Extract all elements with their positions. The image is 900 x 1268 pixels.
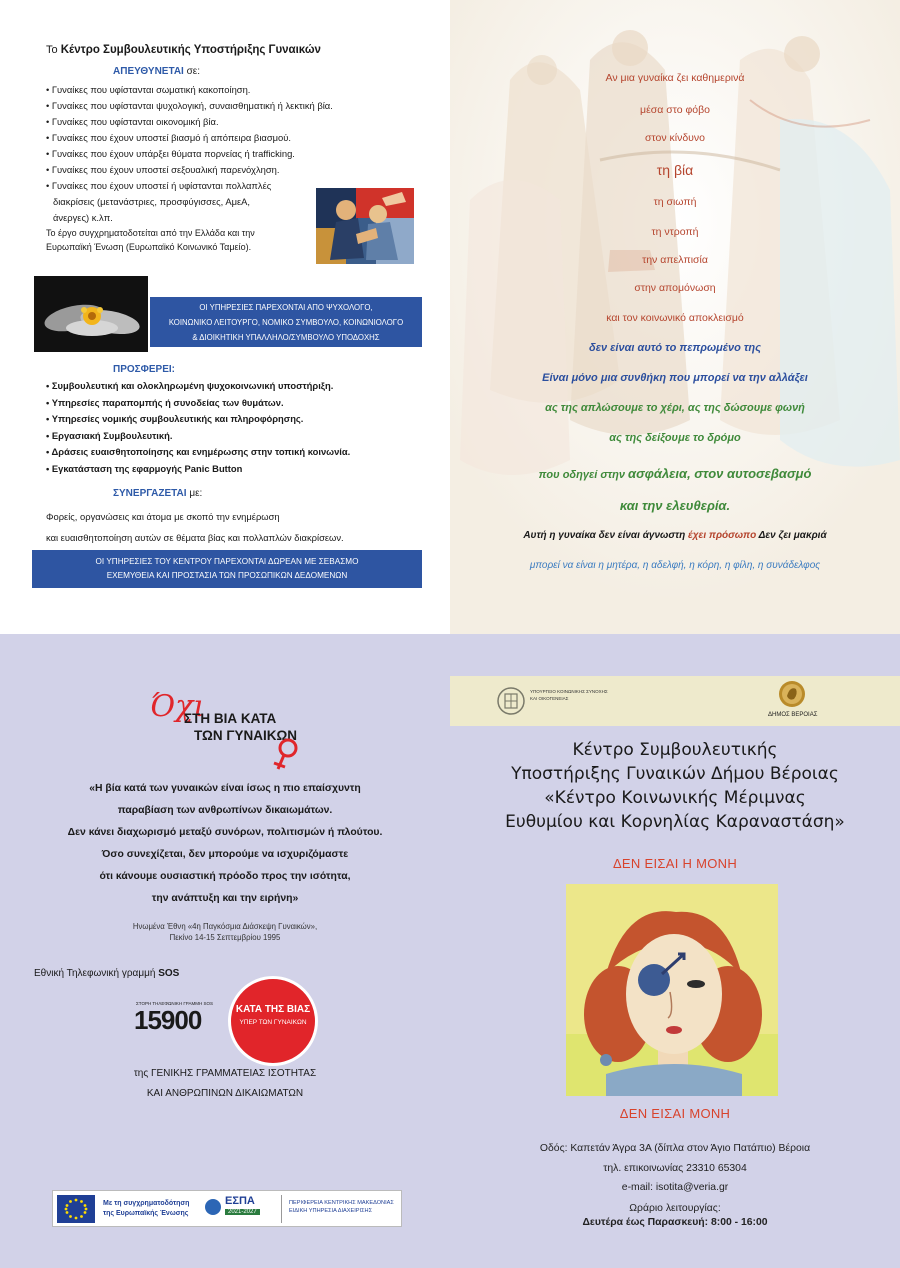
cofund-note: Το έργο συγχρηματοδοτείται από την Ελλάδα και την Ευρωπαϊκή Ένωση (Ευρωπαϊκό Κοινωνικό Ταμείο).	[46, 228, 255, 252]
poem-line: τη σιωπή	[653, 196, 697, 208]
collab-text: Φορείς, οργανώσεις και άτομα με σκοπό την ενημέρωση και ευαισθητοποίηση αυτών σε θέματα βίας και πολλαπλών διακρίσεων.	[46, 511, 344, 543]
funding-logos-strip: Με τη συγχρηματοδότηση της Ευρωπαϊκής Ένωσης ΕΣΠΑ 2021-2027 ΠΕΡΙΦΕΡΕΙΑ ΚΕΝΤΡΙΚΗΣ ΜΑΚΕΔΟΝΙΑΣ ΕΙΔΙΚΗ ΥΠΗΡΕΣΙΑ ΔΙΑΧΕΙΡΙΣΗΣ	[52, 1190, 402, 1227]
poem-line: ας της δείξουμε το δρόμο	[609, 432, 741, 444]
list-item: • Εγκατάσταση της εφαρμογής Panic Button	[46, 462, 243, 474]
list-item: • Γυναίκες που υφίστανται οικονομική βία.	[46, 116, 219, 127]
poem-line: τη ντροπή	[651, 226, 699, 238]
list-item: • Γυναίκες που υφίστανται ψυχολογική, συναισθηματική ή λεκτική βία.	[46, 100, 333, 111]
hands-flower-photo	[34, 276, 148, 352]
abstract-figures-image	[316, 188, 414, 264]
contact-info	[470, 1139, 880, 1230]
services-staff-box: ΟΙ ΥΠΗΡΕΣΙΕΣ ΠΑΡΕΧΟΝΤΑΙ ΑΠΟ ΨΥΧΟΛΟΓΟ, ΚΟΙΝΩΝΙΚΟ ΛΕΙΤΟΥΡΓΟ, ΝΟΜΙΚΟ ΣΥΜΒΟΥΛΟ, ΚΟΙΝΩΝΙΟΛΟΓΟ & ΔΙΟΙΚΗΤΙΚΗ ΥΠΑΛΛΗΛΟ/ΣΥΜΒΟΥΛΟ ΥΠΟΔΟΧΗΣ	[150, 297, 422, 347]
poem-line: μπορεί να είναι η μητέρα, η αδελφή, η κόρη, η φίλη, η συνάδελφος	[529, 560, 821, 571]
poem-line: ας της απλώσουμε το χέρι, ας της δώσουμε φωνή	[545, 402, 805, 414]
veria-coin-icon	[778, 680, 806, 708]
list-item: • Υπηρεσίες παραπομπής ή συνοδείας των θυμάτων.	[46, 396, 284, 408]
poem-line: τη βία	[656, 162, 694, 178]
list-item: άνεργες) κ.λπ.	[53, 212, 113, 223]
offers-heading: ΠΡΟΣΦΕΡΕΙ:	[113, 364, 175, 375]
ministry-band: ΥΠΟΥΡΓΕΙΟ ΚΟΙΝΩΝΙΚΗΣ ΣΥΝΟΧΗΣ ΚΑΙ ΟΙΚΟΓΕΝΕΙΑΣ ΔΗΜΟΣ ΒΕΡΟΙΑΣ	[450, 676, 900, 726]
un-quote: «Η βία κατά των γυναικών είναι ίσως η πιο επαίσχυντη παραβίαση των ανθρωπίνων δικαιωμάτων. Δεν κάνει διαχωρισμό μεταξύ συνόρων, πολιτισμών ή πλούτου. Όσο συνεχίζεται, δεν μπορούμε να ισχυριζόμαστε ότι κάνουμε ουσιαστική πρόοδο προς την ισότητα, την ανάπτυξη και την ειρήνη»	[67, 783, 383, 904]
poem-line: Αν μια γυναίκα ζει καθημερινά	[605, 72, 745, 84]
list-item: • Συμβουλευτική και ολοκληρωμένη ψυχοκοινωνική υποστήριξη.	[46, 380, 334, 391]
poem-line: Είναι μόνο μια συνθήκη που μπορεί να την αλλάξει	[542, 372, 808, 384]
list-item: • Γυναίκες που έχουν υποστεί ή υφίστανται πολλαπλές	[46, 180, 272, 191]
woman-portrait-illustration	[566, 884, 778, 1096]
tagline-top: ΔΕΝ ΕΙΣΑΙ Η ΜΟΝΗ	[612, 856, 738, 871]
general-secretariat: της ΓΕΝΙΚΗΣ ΓΡΑΜΜΑΤΕΙΑΣ ΙΣΟΤΗΤΑΣ ΚΑΙ ΑΝΘΡΩΠΙΝΩΝ ΔΙΚΑΙΩΜΑΤΩΝ	[133, 1068, 317, 1099]
list-item: • Γυναίκες που έχουν υποστεί σεξουαλική παρενόχληση.	[46, 164, 280, 175]
oxi-campaign-logo: Όχι ΣΤΗ ΒΙΑ ΚΑΤΑ ΤΩΝ ΓΥΝΑΙΚΩΝ	[150, 692, 310, 772]
poem-line: την απελπισία	[642, 254, 708, 266]
opening-hours: Δευτέρα έως Παρασκευή: 8:00 - 16:00	[582, 1216, 768, 1228]
list-item: • Γυναίκες που υφίστανται σωματική κακοποίηση.	[46, 84, 251, 95]
centre-heading: Το Κέντρο Συμβουλευτικής Υποστήριξης Γυναικών	[46, 44, 321, 56]
female-symbol-icon	[270, 736, 306, 772]
quote-source: Ηνωμένα Έθνη «4η Παγκόσμια Διάσκεψη Γυναικών», Πεκίνο 14-15 Σεπτεμβρίου 1995	[132, 922, 318, 942]
poem-line: που οδηγεί στην ασφάλεια, στον αυτοσεβασμό	[538, 466, 812, 481]
poem-panel	[450, 0, 900, 634]
tagline-bottom: ΔΕΝ ΕΙΣΑΙ ΜΟΝΗ	[619, 1106, 731, 1121]
greek-emblem-icon	[496, 686, 526, 716]
poem-line: στον κίνδυνο	[645, 132, 705, 144]
hours-label: Ωράριο λειτουργίας:	[629, 1202, 721, 1214]
email: e-mail: isotita@veria.gr	[621, 1182, 729, 1193]
poem-line: δεν είναι αυτό το πεπρωμένο της	[588, 342, 761, 354]
poem-line: μέσα στο φόβο	[640, 104, 710, 116]
list-item: • Εργασιακή Συμβουλευτική.	[46, 429, 173, 441]
addressed-list	[46, 82, 333, 226]
campaign-panel	[0, 634, 450, 1268]
poem-line: Αυτή η γυναίκα δεν είναι άγνωστη έχει πρόσωπο Δεν ζει μακριά	[523, 530, 827, 541]
address: Οδός: Καπετάν Άγρα 3Α (δίπλα στον Άγιο Πατάπιο) Βέροια	[539, 1143, 811, 1154]
cover-panel	[450, 634, 900, 1268]
poem-line: και την ελευθερία.	[619, 498, 731, 513]
list-item: • Γυναίκες που έχουν υποστεί βιασμό ή απόπειρα βιασμού.	[46, 132, 291, 143]
poem-line: και τον κοινωνικό αποκλεισμό	[606, 312, 744, 324]
centre-title: Κέντρο Συμβουλευτικής Υποστήριξης Γυναικών Δήμου Βέροιας «Κέντρο Κοινωνικής Μέριμνας Ευθυμίου και Κορνηλίας Καραναστάση»	[505, 740, 845, 832]
list-item: διακρίσεις (μετανάστριες, προσφύγισσες, ΑμεΑ,	[53, 196, 251, 207]
offers-list	[46, 378, 350, 477]
eu-flag-icon	[57, 1195, 95, 1223]
addressed-heading: ΑΠΕΥΘΥΝΕΤΑΙ σε:	[113, 66, 201, 77]
espa-logo: ΕΣΠΑ 2021-2027	[203, 1195, 273, 1223]
hotline-15900-logo: ΣΤΟΡΗ ΤΗΛΕΦΩΝΙΚΗ ΓΡΑΜΜΗ SOS 15900 ΚΑΤΑ ΤΗΣ ΒΙΑΣ ΥΠΕΡ ΤΩΝ ΓΥΝΑΙΚΩΝ	[130, 976, 330, 1056]
collab-heading: ΣΥΝΕΡΓΑΖΕΤΑΙ με:	[113, 488, 203, 499]
info-panel	[0, 0, 450, 634]
free-services-box: ΟΙ ΥΠΗΡΕΣΙΕΣ ΤΟΥ ΚΕΝΤΡΟΥ ΠΑΡΕΧΟΝΤΑΙ ΔΩΡΕΑΝ ΜΕ ΣΕΒΑΣΜΟ ΕΧΕΜΥΘΕΙΑ ΚΑΙ ΠΡΟΣΤΑΣΙΑ ΤΩΝ ΠΡΟΣΩΠΙΚΩΝ ΔΕΔΟΜΕΝΩΝ	[32, 550, 422, 588]
list-item: • Δράσεις ευαισθητοποίησης και ενημέρωσης στην τοπική κοινωνία.	[46, 446, 351, 457]
list-item: • Γυναίκες που έχουν υπάρξει θύματα πορνείας ή trafficking.	[46, 148, 295, 159]
list-item: • Υπηρεσίες νομικής συμβουλευτικής και πληροφόρησης.	[46, 413, 304, 424]
sos-label: Εθνική Τηλεφωνική γραμμή SOS	[34, 968, 180, 979]
poem-line: στην απομόνωση	[634, 282, 716, 294]
phone: τηλ. επικοινωνίας 23310 65304	[603, 1162, 747, 1174]
